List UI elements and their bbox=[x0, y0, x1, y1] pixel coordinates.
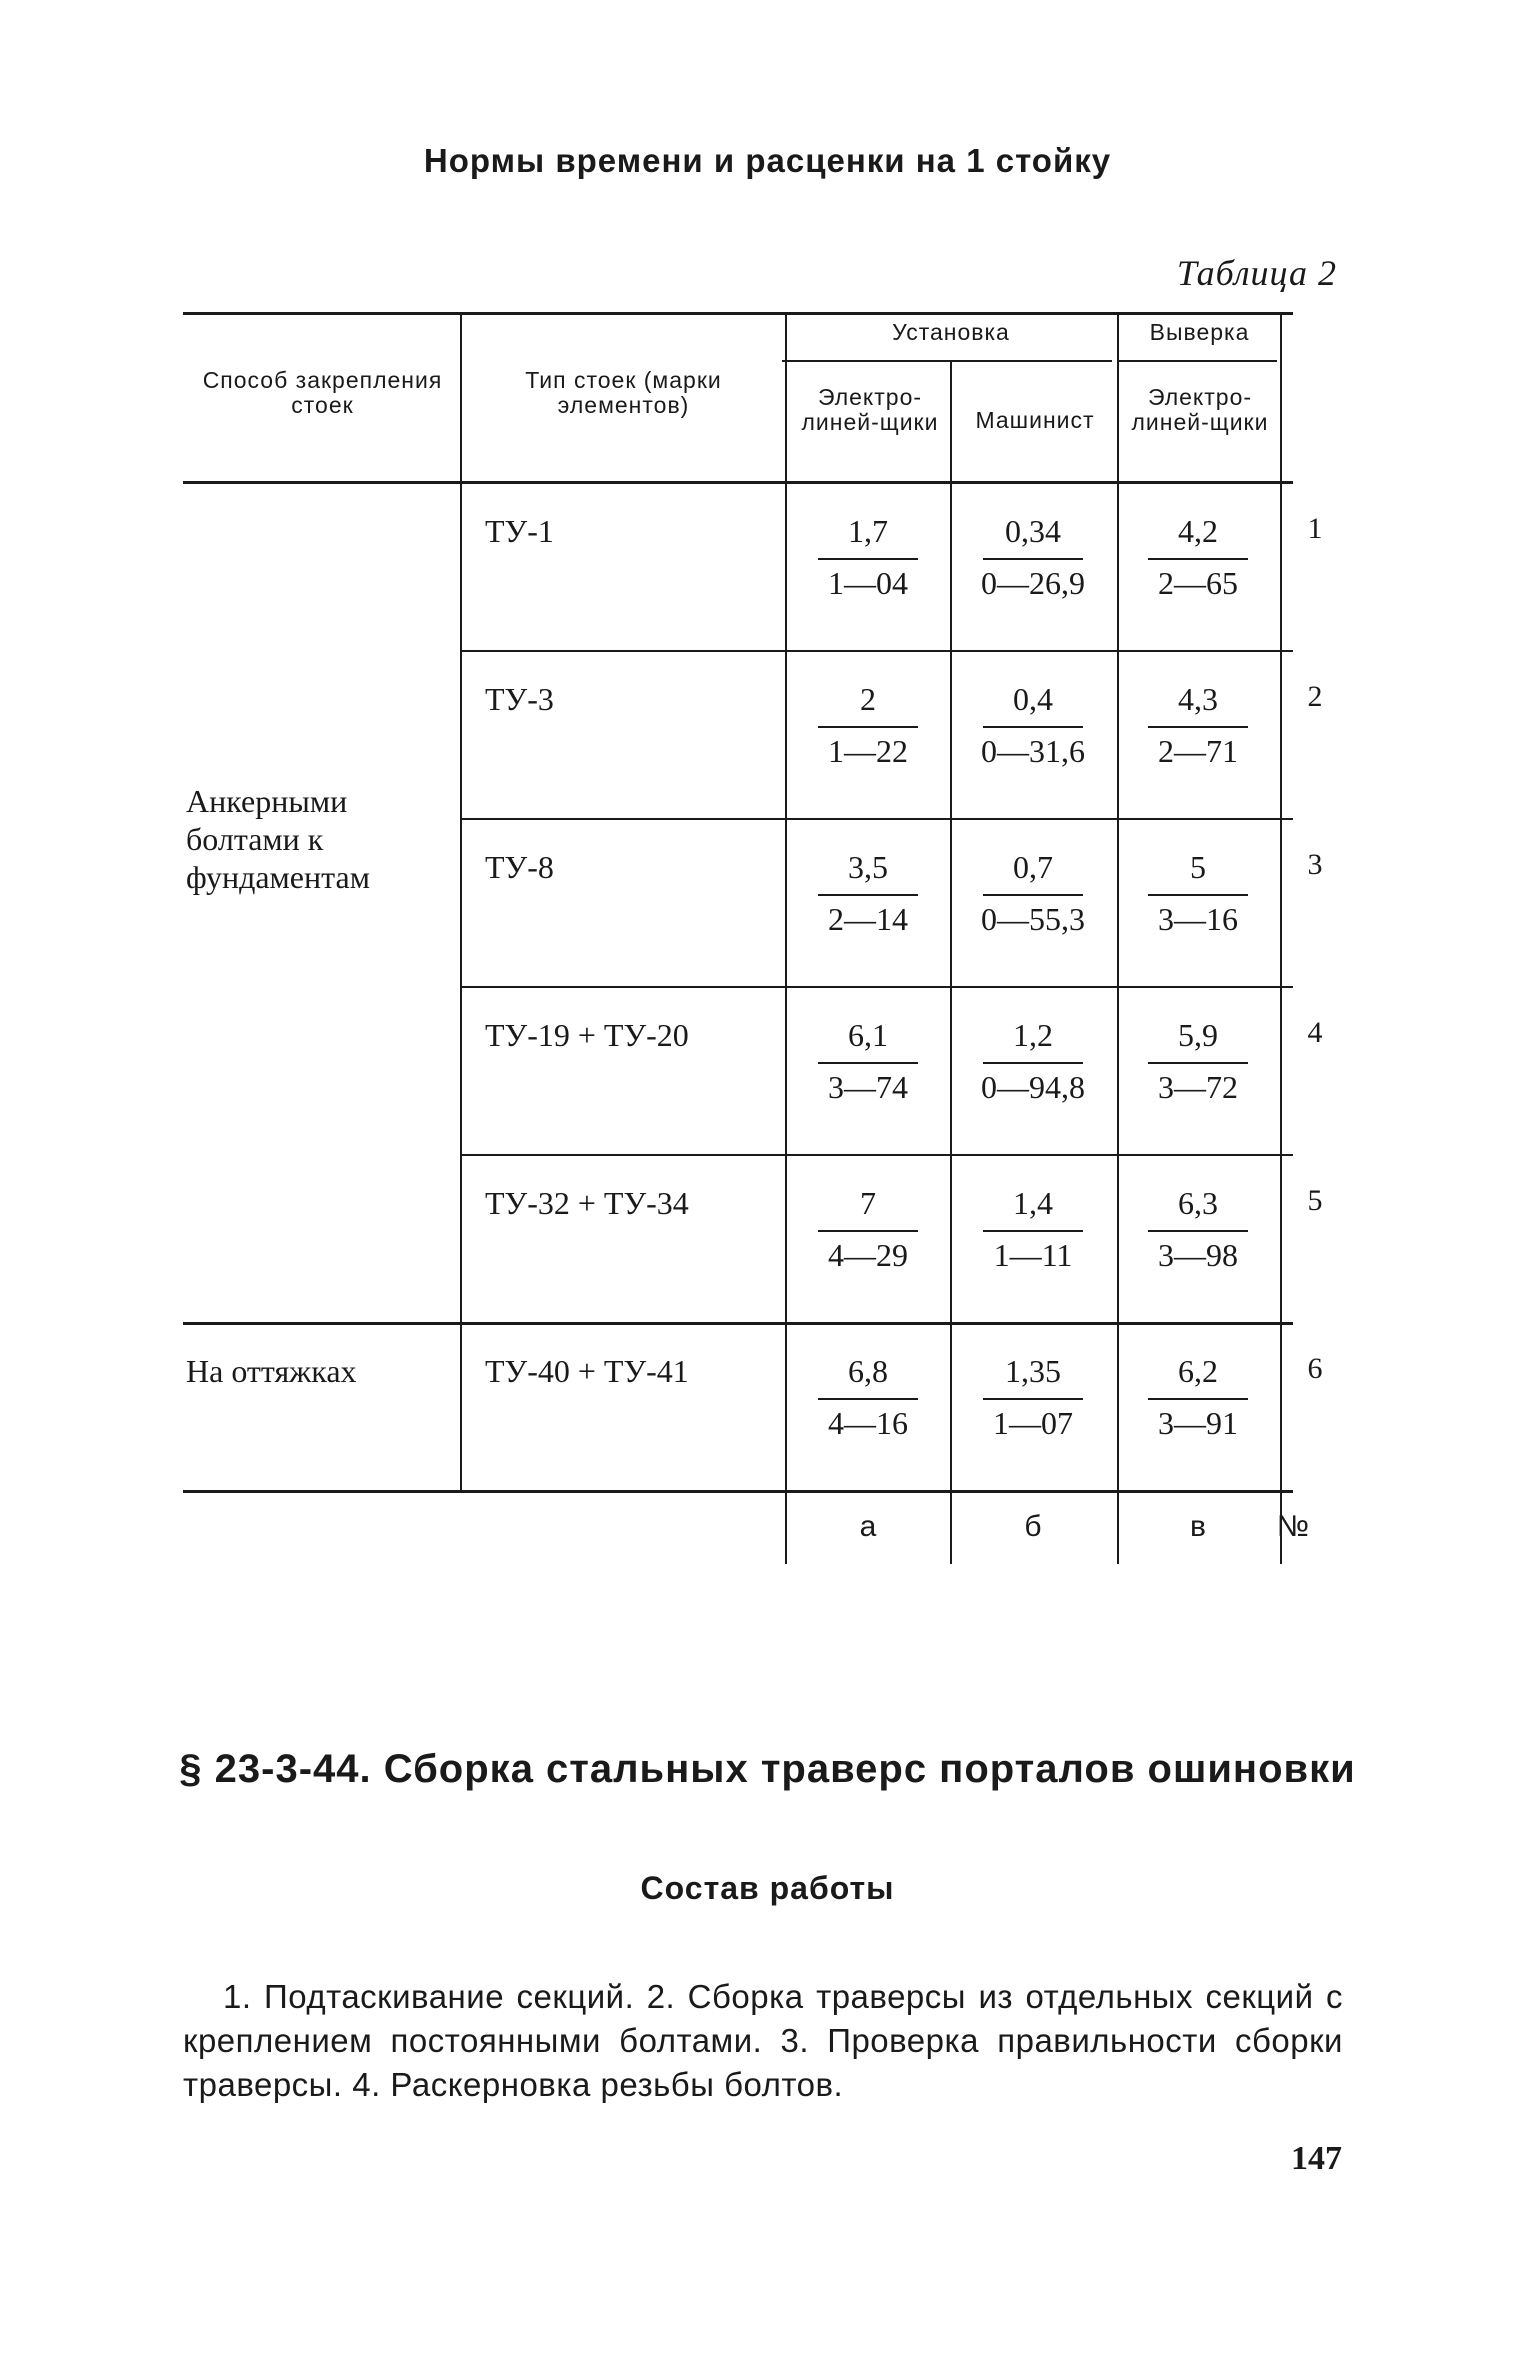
column-key-c: в bbox=[1190, 1510, 1206, 1543]
row-rule-3 bbox=[462, 986, 1293, 988]
time-norm: 6,2 bbox=[1178, 1353, 1218, 1389]
rate: 3—74 bbox=[828, 1069, 908, 1105]
norm-cell-b bbox=[978, 1184, 1088, 1274]
row-type: ТУ-32 + ТУ-34 bbox=[485, 1185, 689, 1221]
page-number: 147 bbox=[1291, 2140, 1342, 2177]
norm-cell-c bbox=[1143, 1184, 1253, 1274]
subheading: Состав работы bbox=[640, 1870, 895, 1906]
header-machinist: Машинист bbox=[975, 407, 1095, 433]
norm-cell-c bbox=[1143, 848, 1253, 938]
norm-cell-a bbox=[813, 848, 923, 938]
rate: 0—31,6 bbox=[981, 733, 1085, 769]
norm-cell-b bbox=[978, 1352, 1088, 1442]
time-norm: 4,3 bbox=[1178, 681, 1218, 717]
row-number: 5 bbox=[1307, 1184, 1323, 1217]
rate: 0—55,3 bbox=[981, 901, 1085, 937]
rate: 1—22 bbox=[828, 733, 908, 769]
time-norm: 1,7 bbox=[848, 513, 888, 549]
norm-cell-a bbox=[813, 512, 923, 602]
time-norm: 5 bbox=[1190, 849, 1206, 885]
norm-cell-a bbox=[813, 680, 923, 770]
norm-cell-a bbox=[813, 1184, 923, 1274]
norm-cell-a bbox=[813, 1352, 923, 1442]
col-rule-a bbox=[785, 314, 787, 1564]
header-type: Тип стоек (марки элементов) bbox=[525, 367, 722, 418]
rate: 3—91 bbox=[1158, 1405, 1238, 1441]
rate: 3—16 bbox=[1158, 901, 1238, 937]
norm-cell-c bbox=[1143, 680, 1253, 770]
time-norm: 1,35 bbox=[1005, 1353, 1061, 1389]
column-key-no: № bbox=[1276, 1510, 1310, 1543]
row-type: ТУ-3 bbox=[485, 681, 554, 717]
row-type: ТУ-1 bbox=[485, 513, 554, 549]
rate: 3—72 bbox=[1158, 1069, 1238, 1105]
col-rule-type bbox=[460, 314, 462, 1490]
row-number: 2 bbox=[1307, 680, 1323, 713]
col-rule-no bbox=[1280, 314, 1282, 1564]
column-key-a: а bbox=[859, 1510, 877, 1543]
time-norm: 6,8 bbox=[848, 1353, 888, 1389]
col-rule-c bbox=[1117, 314, 1119, 1564]
rate: 3—98 bbox=[1158, 1237, 1238, 1273]
time-norm: 1,2 bbox=[1013, 1017, 1053, 1053]
time-norm: 1,4 bbox=[1013, 1185, 1053, 1221]
column-key-b: б bbox=[1024, 1510, 1042, 1543]
time-norm: 3,5 bbox=[848, 849, 888, 885]
row-number: 4 bbox=[1307, 1016, 1323, 1049]
rate: 0—26,9 bbox=[981, 565, 1085, 601]
section-title: § 23-3-44. Сборка стальных траверс порталов ошиновки bbox=[179, 1747, 1356, 1791]
row-rule-2 bbox=[462, 818, 1293, 820]
header-verification: Выверка bbox=[1149, 319, 1250, 345]
row-number: 6 bbox=[1307, 1352, 1323, 1385]
rate: 2—65 bbox=[1158, 565, 1238, 601]
rate: 0—94,8 bbox=[981, 1069, 1085, 1105]
group-rule bbox=[183, 1322, 1293, 1325]
row-rule-1 bbox=[462, 650, 1293, 652]
rate: 2—71 bbox=[1158, 733, 1238, 769]
page-title: Нормы времени и расценки на 1 стойку bbox=[423, 142, 1112, 179]
rate: 4—16 bbox=[828, 1405, 908, 1441]
col-rule-b bbox=[950, 362, 952, 1564]
header-bottom-rule bbox=[183, 481, 1293, 484]
rate: 4—29 bbox=[828, 1237, 908, 1273]
row-type: ТУ-40 + ТУ-41 bbox=[485, 1353, 689, 1389]
time-norm: 7 bbox=[860, 1185, 876, 1221]
header-installation: Установка bbox=[892, 319, 1010, 345]
table-bottom-rule bbox=[183, 1490, 1293, 1493]
norm-cell-b bbox=[978, 848, 1088, 938]
rate: 1—11 bbox=[993, 1237, 1073, 1273]
group-label-guys: На оттяжках bbox=[186, 1353, 357, 1389]
time-norm: 6,3 bbox=[1178, 1185, 1218, 1221]
table-caption: Таблица 2 bbox=[1176, 253, 1337, 293]
norm-cell-c bbox=[1143, 1016, 1253, 1106]
row-number: 3 bbox=[1307, 848, 1323, 881]
time-norm: 0,34 bbox=[1005, 513, 1061, 549]
verification-rule bbox=[1117, 360, 1277, 362]
norm-cell-b bbox=[978, 1016, 1088, 1106]
header-method: Способ закрепления стоек bbox=[202, 367, 443, 418]
row-rule-4 bbox=[462, 1154, 1293, 1156]
norm-cell-c bbox=[1143, 512, 1253, 602]
norm-cell-a bbox=[813, 1016, 923, 1106]
installation-rule bbox=[782, 360, 1112, 362]
time-norm: 6,1 bbox=[848, 1017, 888, 1053]
norm-cell-b bbox=[978, 680, 1088, 770]
row-number: 1 bbox=[1307, 512, 1323, 545]
row-type: ТУ-19 + ТУ-20 bbox=[485, 1017, 689, 1053]
rate: 1—04 bbox=[828, 565, 908, 601]
time-norm: 4,2 bbox=[1178, 513, 1218, 549]
group-label-anchor: Анкерными болтами к фундаментам bbox=[186, 783, 370, 895]
rate: 1—07 bbox=[993, 1405, 1073, 1441]
norm-cell-c bbox=[1143, 1352, 1253, 1442]
rate: 2—14 bbox=[828, 901, 908, 937]
time-norm: 0,4 bbox=[1013, 681, 1053, 717]
header-linemen-a: Электро-линей-щики bbox=[801, 384, 939, 435]
time-norm: 2 bbox=[860, 681, 876, 717]
table-top-rule bbox=[183, 312, 1293, 315]
time-norm: 0,7 bbox=[1013, 849, 1053, 885]
norm-cell-b bbox=[978, 512, 1088, 602]
header-linemen-c: Электро-линей-щики bbox=[1131, 384, 1269, 435]
time-norm: 5,9 bbox=[1178, 1017, 1218, 1053]
row-type: ТУ-8 bbox=[485, 849, 554, 885]
work-description: 1. Подтаскивание секций. 2. Сборка траверсы из отдельных секций с креплением постоянными болтами. 3. Проверка правильности сборки траверсы. 4. Раскерновка резьбы болтов. bbox=[183, 1978, 1343, 2103]
